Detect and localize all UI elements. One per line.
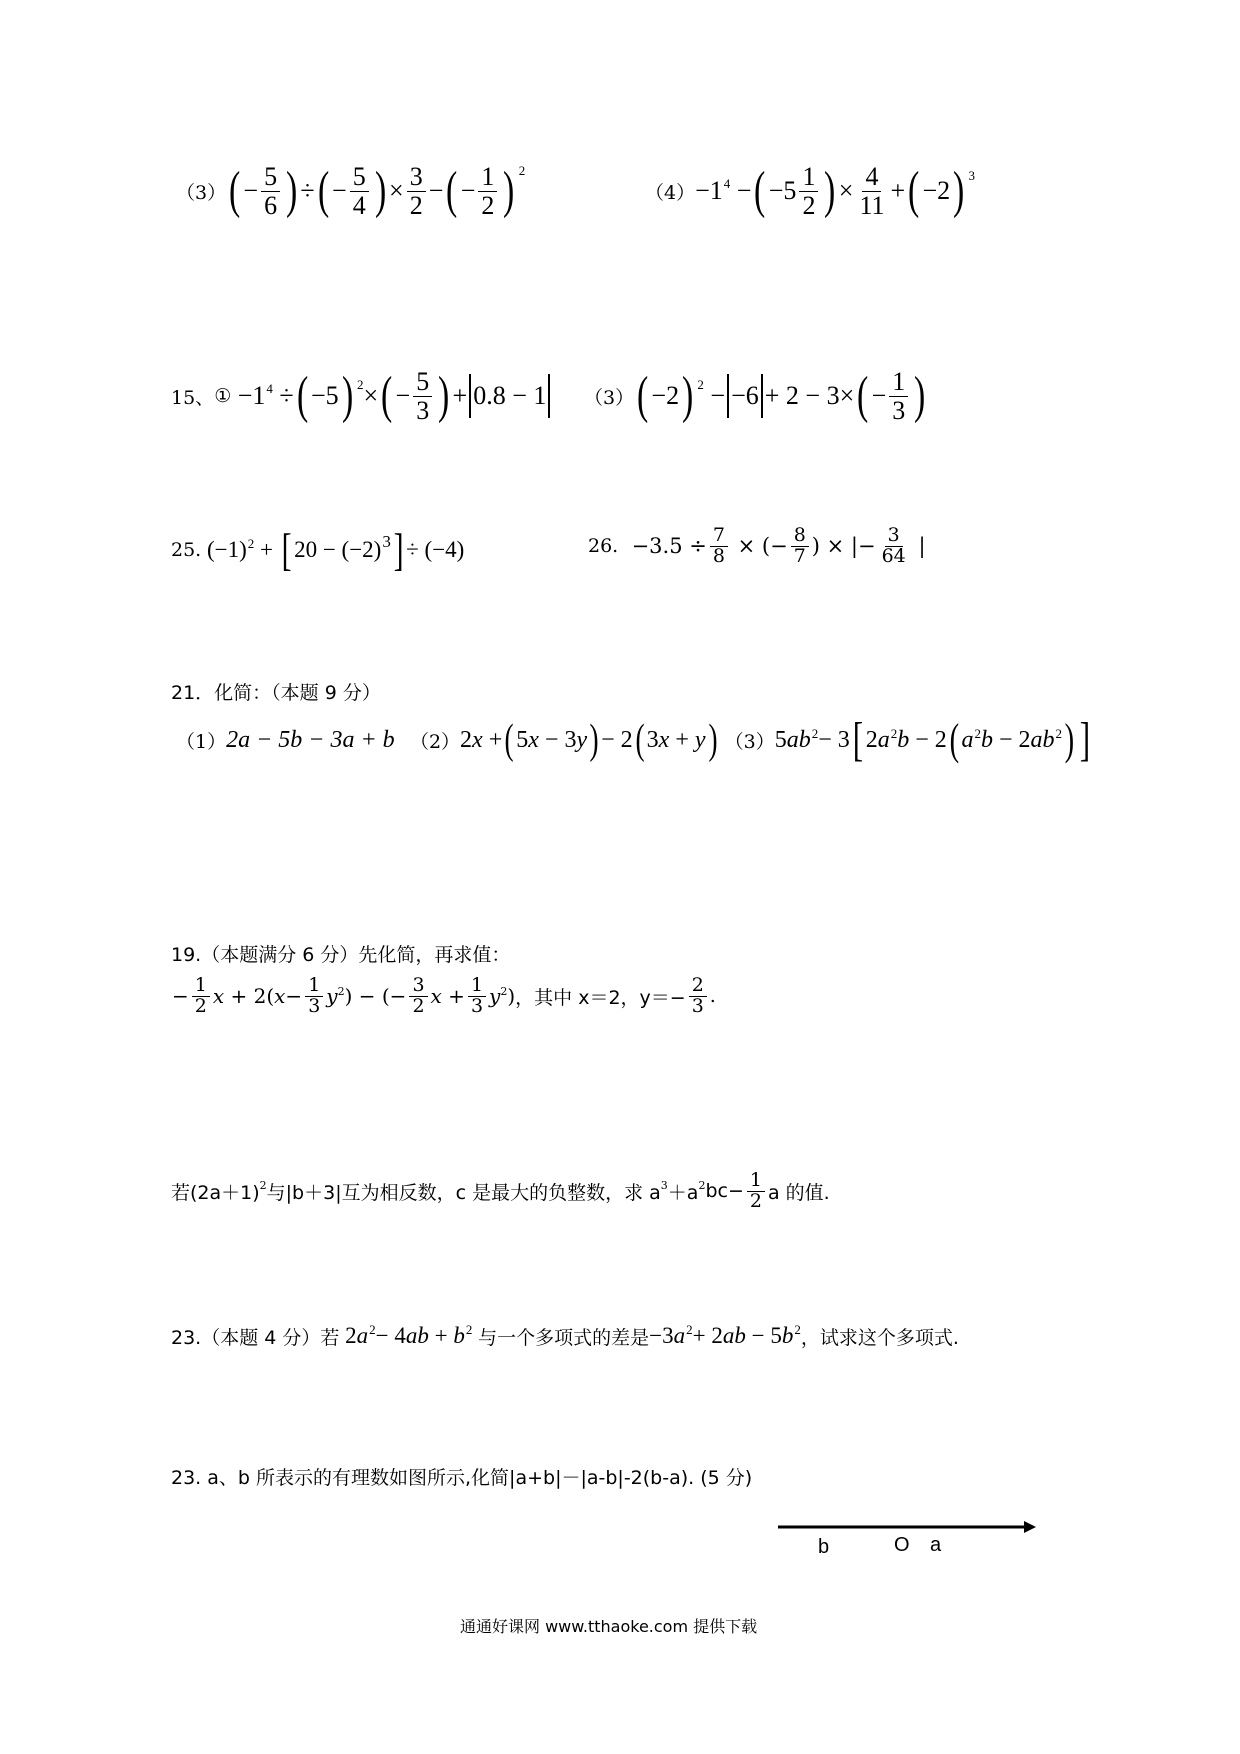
problem-21-part1-label: （1） xyxy=(176,730,227,753)
problem-23a-poly2: −3a 2 + 2ab − 5b 2 xyxy=(649,1322,801,1348)
problem-23b: 23. a、b 所表示的有理数如图所示,化简|a+b|－|a-b|-2(b-a). (5 分) xyxy=(171,1467,753,1489)
problem-3-expression: ( − $\frac{5}{6}$ ) ÷ ( − $\frac{5}{4}$ ) × $\frac{3}{2}$ − ( − $\frac{1}{2}$ ) 2 xyxy=(229,162,526,220)
problem-23a-lead: 23.（本题 4 分）若 xyxy=(171,1326,340,1349)
problem-21-part3-label: （3） xyxy=(724,730,775,753)
problem-4-expression: −1 4 − ( −5 $\frac{1}{2}$ ) × $\frac{4}{11}$ + ( −2 ) 3 xyxy=(695,162,975,220)
number-line xyxy=(778,1518,1038,1558)
problem-21-part1: 2a − 5b − 3a + b xyxy=(226,726,395,753)
problem-4 xyxy=(645,152,975,230)
problem-15-part3 xyxy=(584,357,929,435)
problem-26-label: 26. xyxy=(588,535,619,557)
opposite-text-b: 与|b＋3|互为相反数，c 是最大的负整数，求 a xyxy=(266,1181,661,1204)
problem-25-label: 25. xyxy=(171,539,202,561)
problem-opposite: 若(2a＋1) 2 与|b＋3|互为相反数，c 是最大的负整数，求 a 3 ＋a 2 bc− $\frac{1}{2}$ a 的值. xyxy=(171,1168,830,1212)
opposite-text-e: a 的值. xyxy=(767,1181,830,1204)
problem-19-condition: ，其中 x＝2，y＝− xyxy=(515,986,686,1009)
footer-credit: 通通好课网 www.tthaoke.com 提供下载 xyxy=(460,1617,758,1636)
problem-21-part2: 2x + ( 5x − 3y ) − 2 ( 3x + y ) xyxy=(460,717,718,763)
problem-15-label: 15、 xyxy=(171,386,215,409)
problem-15-part1 xyxy=(171,357,552,435)
problem-23a-tail: ，试求这个多项式. xyxy=(800,1326,959,1349)
problem-21-parts xyxy=(176,712,1093,768)
problem-25-inner: 20 − (−2) xyxy=(294,537,382,562)
number-line-o: O xyxy=(894,1534,910,1556)
problem-4-label: （4） xyxy=(645,181,696,204)
problem-21-part2-label: （2） xyxy=(409,730,461,753)
problem-26-mid: × (− xyxy=(737,534,788,558)
problem-19-expression: − $\frac{1}{2}$ x + 2(x− $\frac{1}{3}$ y 2 ) − (− $\frac{3}{2}$ x + $\frac{1}{3}$ y 2 ) ，其中 x＝2，y＝− $\frac{2}{3}$ . xyxy=(172,973,716,1017)
problem-21-part3: 5ab 2 − 3 [ 2a 2 b − 2 ( a 2 b − 2ab 2 ) ] xyxy=(774,713,1090,766)
circled-number: ① xyxy=(214,385,232,407)
problem-3-label: （3） xyxy=(176,181,227,204)
problem-23a-mid: 与一个多项式的差是 xyxy=(478,1326,650,1349)
opposite-half: $\frac{1}{2}$ xyxy=(747,1171,765,1212)
opposite-text-d: bc− xyxy=(705,1180,744,1202)
problem-23a-poly1: 2a 2 − 4ab + b 2 xyxy=(339,1322,473,1348)
problem-19-heading: 19.（本题满分 6 分）先化简，再求值： xyxy=(171,944,511,966)
number-line-a: a xyxy=(930,1534,942,1556)
problem-15-part3-label: （3） xyxy=(584,386,635,409)
problem-26 xyxy=(588,516,926,576)
problem-19-math: − $\frac{1}{2}$ x + 2(x− $\frac{1}{3}$ y 2 ) − (− $\frac{3}{2}$ x + $\frac{1}{3}$ y 2 ) xyxy=(172,973,516,1017)
problem-25-expression: (−1) 2 + [ 20 − (−2) 3 ] ÷ (−4) xyxy=(201,524,465,575)
problem-26-expression: −3.5 ÷ $\frac{7}{8}$ × (− $\frac{8}{7}$ ) × |− $\frac{3}{64}$ | xyxy=(631,523,926,567)
abs-six: −6 xyxy=(731,381,759,410)
problem-25 xyxy=(171,520,464,580)
problem-15-part3-expression: ( −2 ) 2 − −6 + 2 − 3× ( − $\frac{1}{3}$ ) xyxy=(637,367,926,425)
number-line-b: b xyxy=(818,1536,830,1558)
problem-15-expression: −1 4 ÷ ( −5 ) 2 × ( − $\frac{5}{3}$ ) + 0.8 − 1 xyxy=(231,368,552,424)
problem-26-end: | xyxy=(918,534,926,558)
problem-23a xyxy=(171,1316,959,1356)
abs-value-text: 0.8 − 1 xyxy=(473,381,547,410)
opposite-text-a: 若(2a＋1) xyxy=(171,1181,260,1204)
problem-19-y-fraction: $\frac{2}{3}$ xyxy=(689,976,707,1017)
problem-21-heading: 21．化简：（本题 9 分） xyxy=(171,682,381,704)
opposite-text-c: ＋a xyxy=(667,1181,699,1204)
problem-26-mid2: ) × |− xyxy=(811,534,876,558)
problem-26-lead: −3.5 ÷ xyxy=(631,534,707,558)
problem-25-tail: ÷ (−4) xyxy=(406,537,465,562)
problem-3 xyxy=(176,152,525,230)
